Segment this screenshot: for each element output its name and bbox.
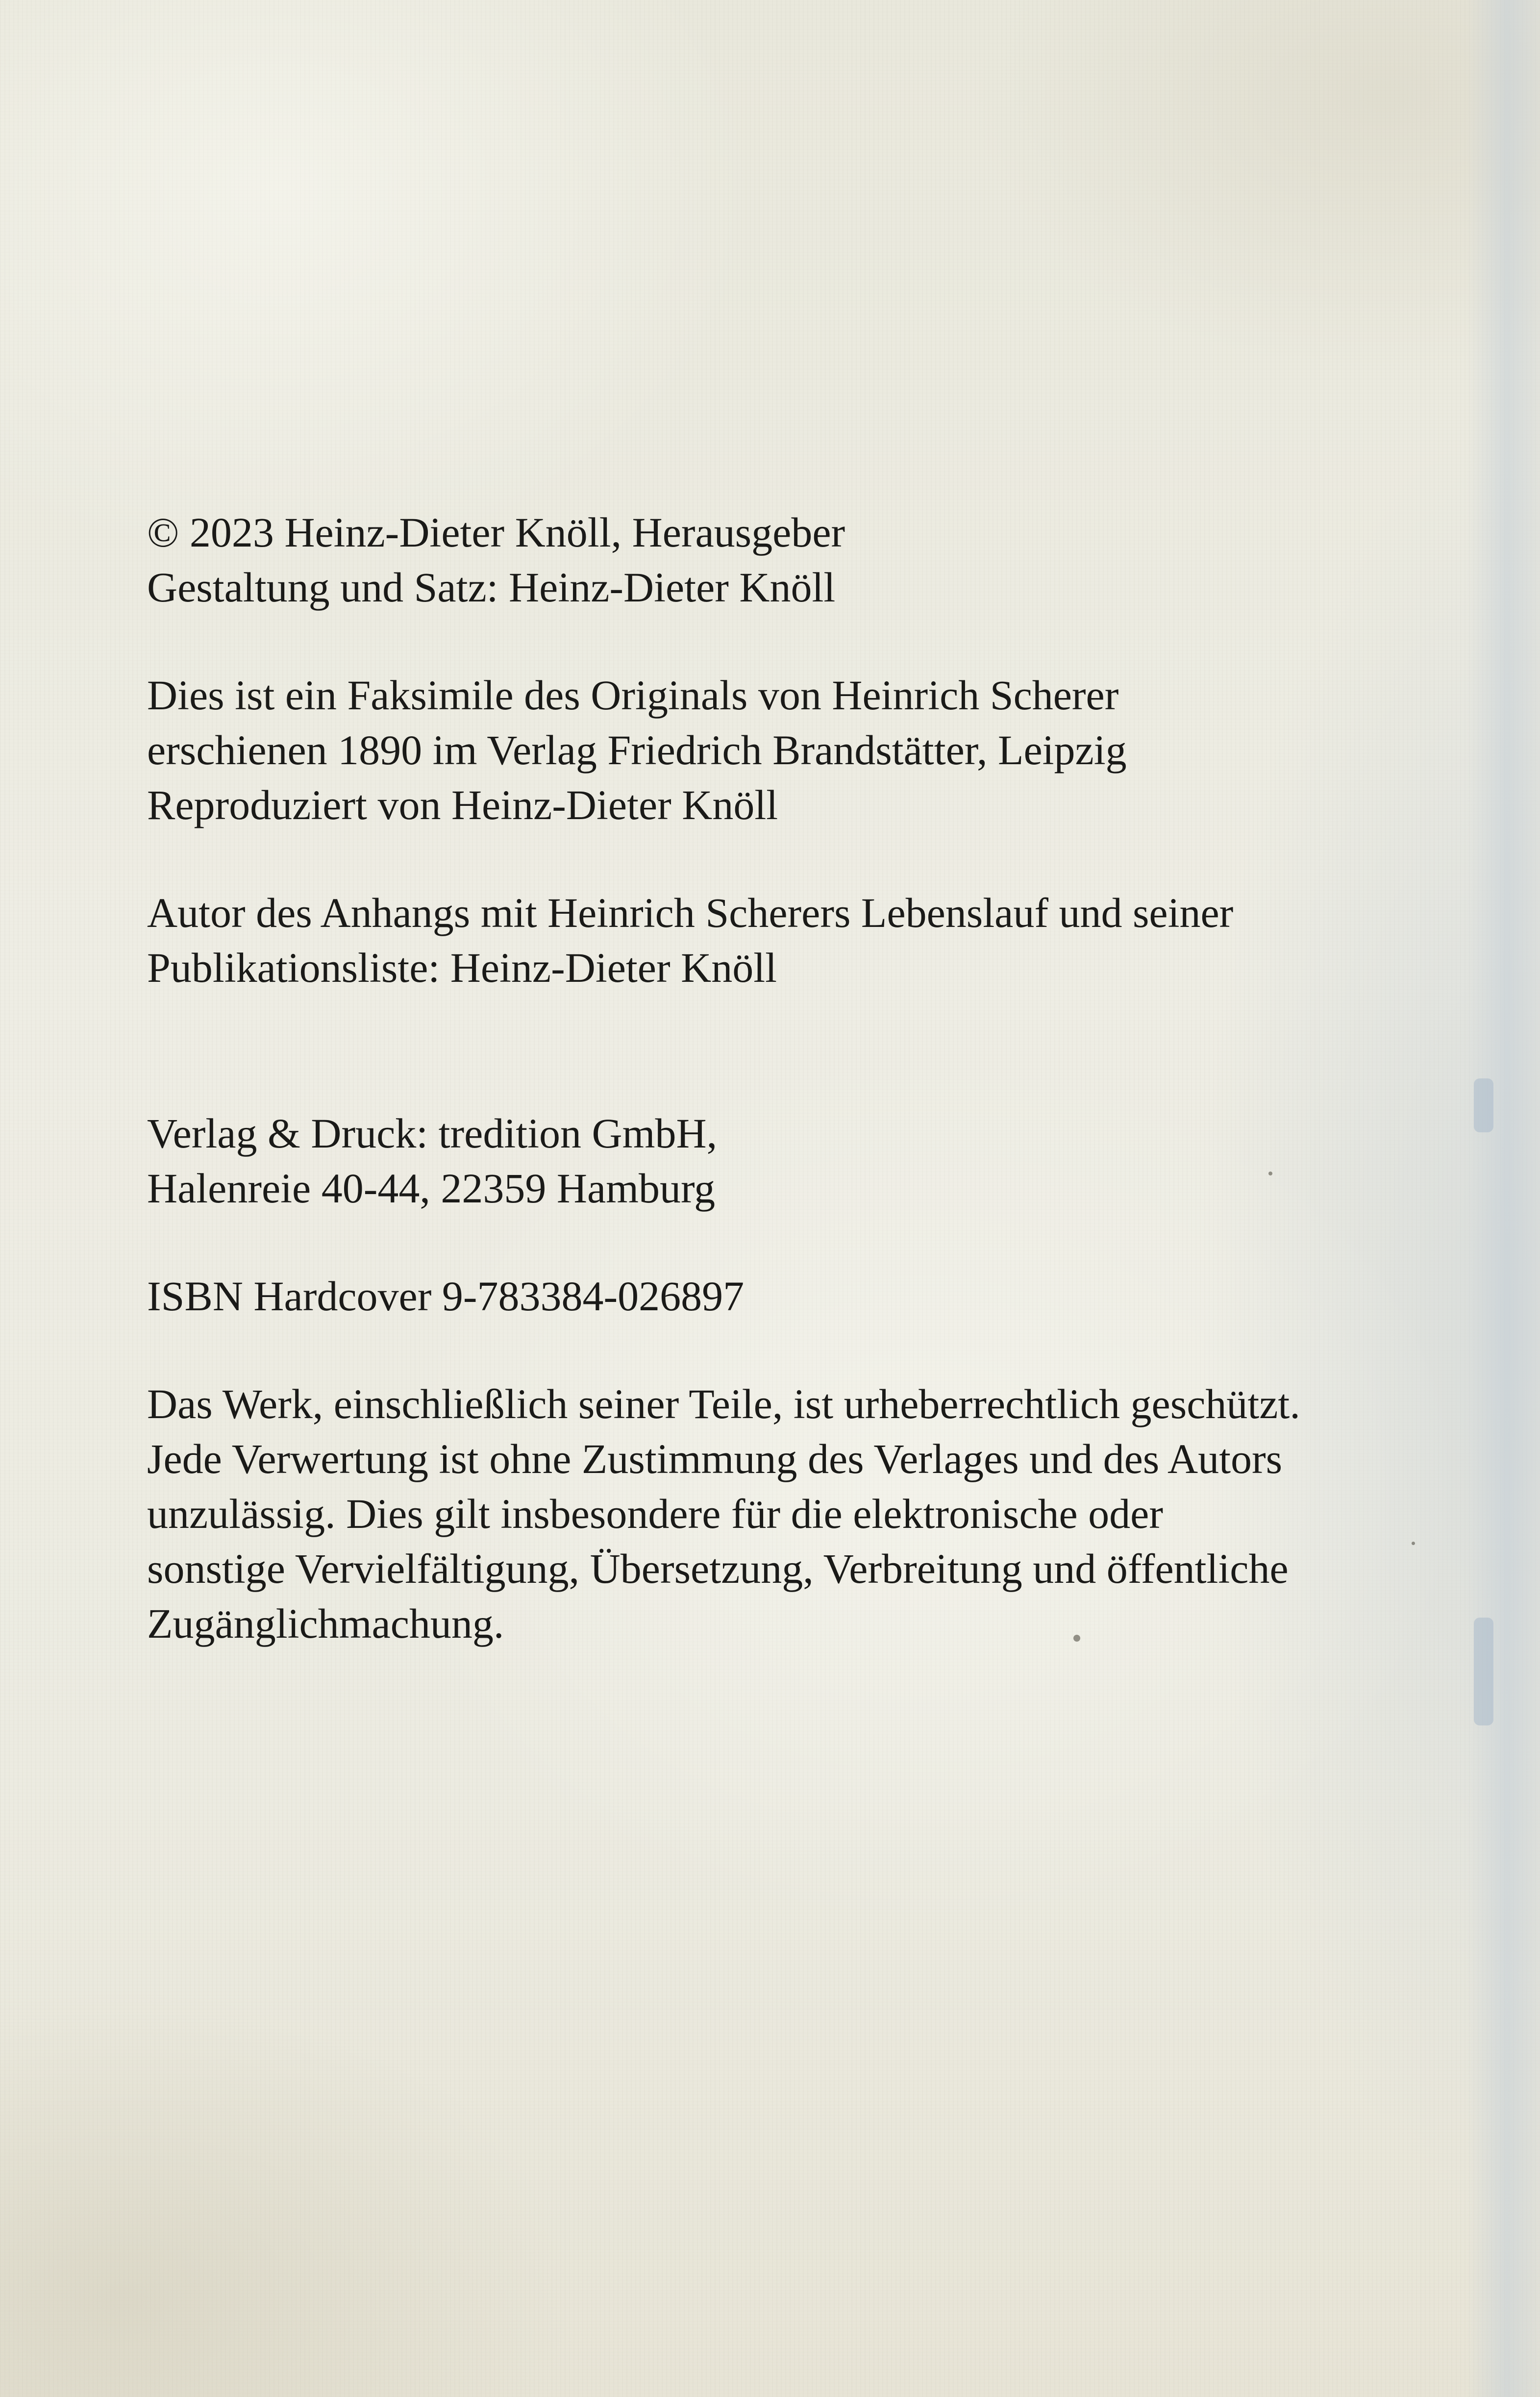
rights-notice-line: sonstige Vervielfältigung, Übersetzung, Verbreitung und öffentliche — [147, 1545, 1289, 1592]
rights-notice-line: Zugänglichmachung. — [147, 1600, 504, 1647]
page-edge-mark — [1474, 1078, 1493, 1132]
rights-notice-line: Jede Verwertung ist ohne Zustimmung des Verlages und des Autors — [147, 1435, 1283, 1482]
rights-notice-line: unzulässig. Dies gilt insbesondere für die elektronische oder — [147, 1490, 1163, 1537]
imprint-page — [147, 505, 1421, 1651]
appendix-author-block — [147, 885, 1421, 995]
publisher-line: Verlag & Druck: tredition GmbH, — [147, 1110, 718, 1157]
rights-notice-line: Das Werk, einschließlich seiner Teile, ist urheberrechtlich geschützt. — [147, 1380, 1300, 1427]
facsimile-line: Reproduziert von Heinz-Dieter Knöll — [147, 781, 778, 828]
facsimile-line: erschienen 1890 im Verlag Friedrich Brandstätter, Leipzig — [147, 726, 1127, 774]
isbn-block — [147, 1269, 1421, 1323]
page-edge-shading — [1466, 0, 1540, 2397]
publisher-block — [147, 1106, 1421, 1216]
design-credit-line: Gestaltung und Satz: Heinz-Dieter Knöll — [147, 564, 836, 611]
copyright-line: © 2023 Heinz-Dieter Knöll, Herausgeber — [147, 509, 845, 556]
page-edge-mark — [1474, 1618, 1493, 1725]
publisher-address-line: Halenreie 40-44, 22359 Hamburg — [147, 1165, 716, 1212]
facsimile-line: Dies ist ein Faksimile des Originals von Heinrich Scherer — [147, 672, 1119, 719]
rights-notice-block — [147, 1376, 1421, 1651]
appendix-author-line: Autor des Anhangs mit Heinrich Scherers Lebenslauf und seiner — [147, 889, 1234, 936]
isbn-line: ISBN Hardcover 9-783384-026897 — [147, 1273, 745, 1320]
appendix-author-line: Publikationsliste: Heinz-Dieter Knöll — [147, 944, 777, 991]
copyright-block — [147, 505, 1421, 615]
facsimile-block — [147, 668, 1421, 832]
